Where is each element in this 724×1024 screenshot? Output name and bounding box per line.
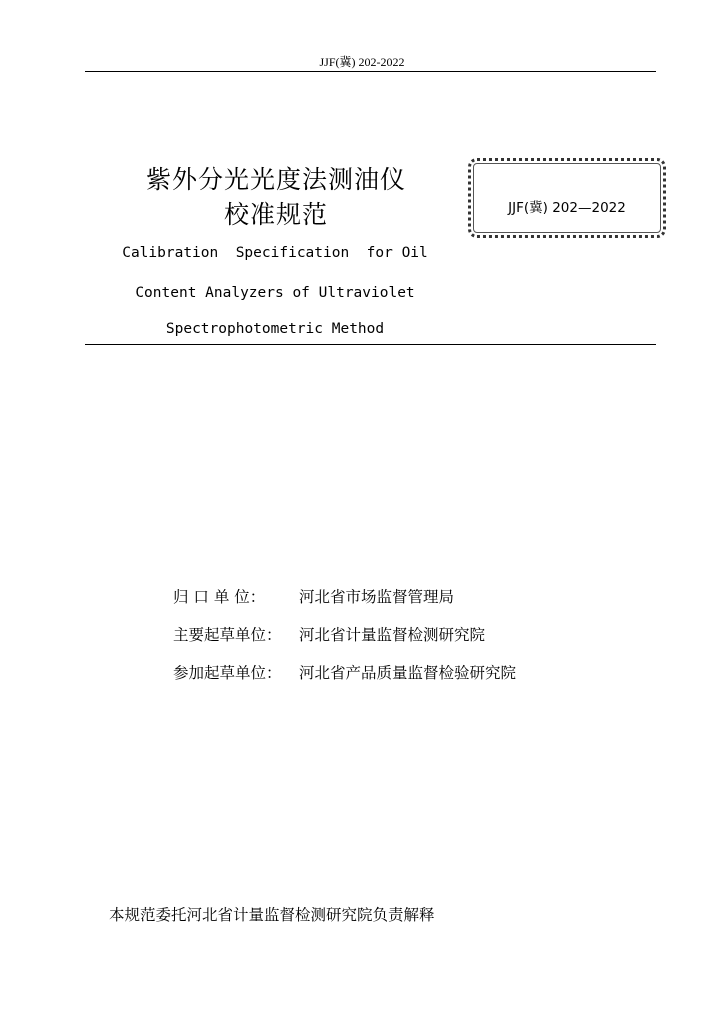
running-header: JJF(冀) 202-2022 xyxy=(319,55,405,69)
org-label: 主要起草单位： xyxy=(173,626,282,644)
org-value: 河北省市场监督管理局 xyxy=(299,588,455,606)
org-value: 河北省产品质量监督检验研究院 xyxy=(299,664,517,682)
org-value: 河北省计量监督检测研究院 xyxy=(299,626,486,644)
header-rule xyxy=(85,71,656,72)
interpretation-note: 本规范委托河北省计量监督检测研究院负责解释 xyxy=(109,906,435,924)
title-chinese-line-1: 紫外分光光度法测油仪 xyxy=(145,165,406,194)
org-label: 参加起草单位： xyxy=(173,664,282,682)
title-english-line-1: Calibration Specification for Oil xyxy=(122,245,428,261)
title-english-line-3: Spectrophotometric Method xyxy=(165,321,385,337)
org-row-responsible xyxy=(173,585,454,607)
org-label: 归 口 单 位： xyxy=(173,588,266,606)
title-chinese-line-2: 校准规范 xyxy=(223,200,328,229)
standard-code-box xyxy=(468,158,666,238)
standard-code: JJF(冀) 202—2022 xyxy=(508,200,626,216)
org-row-main-drafter xyxy=(173,623,485,645)
org-row-participating-drafter xyxy=(173,661,516,683)
title-rule xyxy=(85,344,656,345)
title-english-line-2: Content Analyzers of Ultraviolet xyxy=(135,285,415,301)
